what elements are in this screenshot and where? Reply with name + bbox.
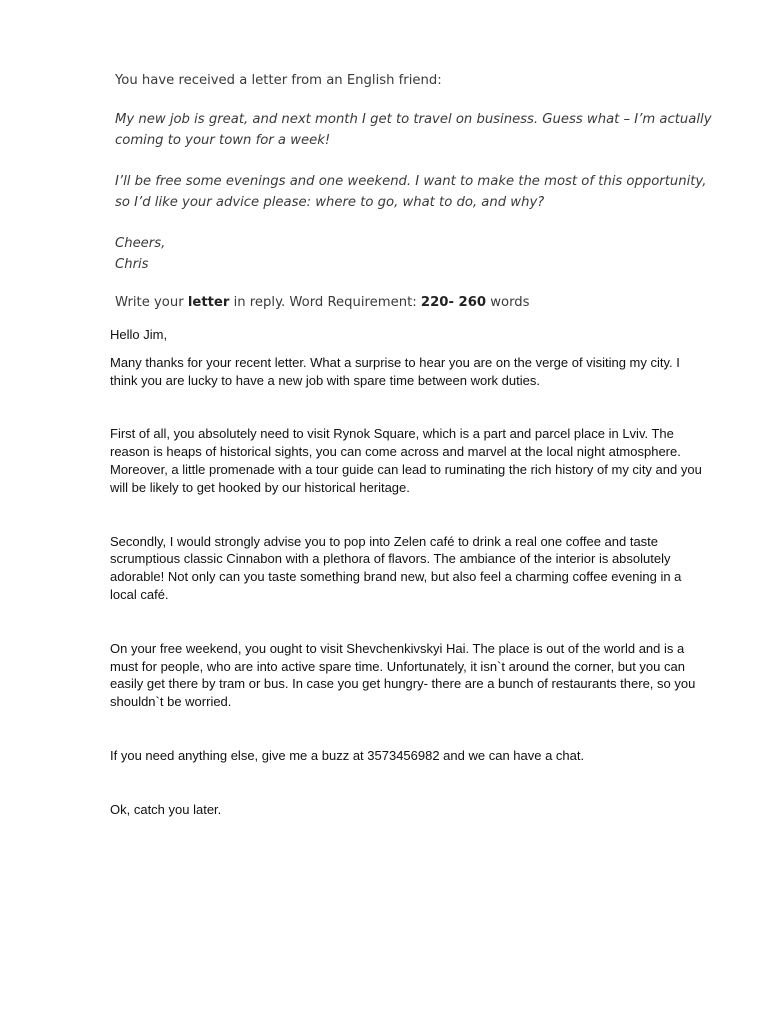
task-prompt xyxy=(115,70,715,313)
task-suffix: words xyxy=(486,295,530,310)
reply-paragraph-2: First of all, you absolutely need to visit Rynok Square, which is a part and parcel place in Lviv. The reason is heaps of historical sights, you can come across and marvel at the local night atmosphere. Moreover, a little promenade with a tour guide can lead to ruminating the rich history of my city and you will be likely to get hooked by our historical heritage. xyxy=(110,426,702,495)
reply-letter xyxy=(110,326,710,819)
task-bold-letter: letter xyxy=(187,295,230,310)
task-instruction xyxy=(115,292,715,313)
signoff-line-1: Cheers, xyxy=(115,236,166,251)
task-word-count: 220- 260 xyxy=(420,295,487,310)
reply-closing: Ok, catch you later. xyxy=(110,801,222,817)
friend-letter-signoff xyxy=(115,233,715,275)
reply-greeting: Hello Jim, xyxy=(110,327,168,342)
friend-letter xyxy=(115,109,715,275)
reply-paragraph-5: If you need anything else, give me a buzz at 3573456982 and we can have a chat. xyxy=(110,747,585,763)
prompt-intro: You have received a letter from an English friend: xyxy=(115,73,442,88)
signoff-line-2: Chris xyxy=(115,257,149,272)
task-middle: in reply. Word Requirement: xyxy=(229,295,421,310)
friend-letter-paragraph-1: My new job is great, and next month I get to travel on business. Guess what – I’m actually coming to your town for a week! xyxy=(115,112,712,148)
friend-letter-paragraph-2: I’ll be free some evenings and one weekend. I want to make the most of this opportunity, so I’d like your advice please: where to go, what to do, and why? xyxy=(115,174,707,210)
reply-paragraph-3: Secondly, I would strongly advise you to pop into Zelen café to drink a real one coffee and taste scrumptious classic Cinnabon with a plethora of flavors. The ambiance of the interior is absolutely adorable! Not only can you taste something brand new, but also feel a charming coffee evening in a local café. xyxy=(110,533,682,602)
task-prefix: Write your xyxy=(115,295,188,310)
reply-paragraph-4: On your free weekend, you ought to visit Shevchenkivskyi Hai. The place is out of the world and is a must for people, who are into active spare time. Unfortunately, it isn`t around the corner, but you can easily get there by tram or bus. In case you get hungry- there are a bunch of restaurants there, so you shouldn`t be worried. xyxy=(110,640,696,710)
reply-paragraph-1: Many thanks for your recent letter. What a surprise to hear you are on the verge of visiting my city. I think you are lucky to have a new job with spare time between work duties. xyxy=(110,354,680,388)
